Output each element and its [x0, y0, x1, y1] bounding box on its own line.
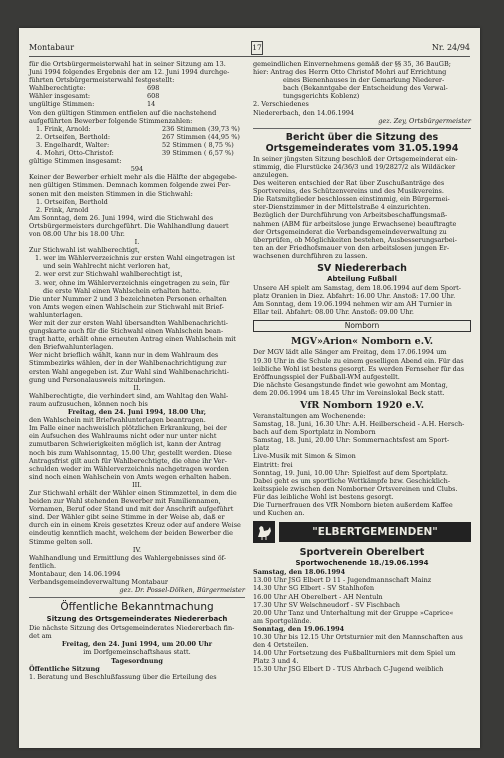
text-line: Veranstaltungen am Wochenende:	[253, 412, 366, 420]
text-line: hier: Antrag des Herrn Otto Christof Mohri auf Errichtung	[253, 68, 447, 77]
candidate-votes: 39 Stimmen ( 6,57 %)	[162, 149, 234, 158]
stat-row	[29, 100, 245, 108]
report-title: Ortsgemeinderates vom 31.05.1994	[265, 142, 459, 154]
list-line: 2. wer erst zur Stichwahl wahlberechtigt ist,	[35, 270, 183, 279]
candidate-name: 3. Engelhardt, Walter:	[36, 140, 110, 149]
text-line: Stimmbezirks wählen, der in der Wahlbenachrichtigung zur	[29, 359, 227, 368]
text-line: platz Oranien in Diez. Abfahrt: 16.00 Uhr. Anstoß: 17.00 Uhr.	[253, 292, 456, 301]
schedule-line: 14.30 Uhr SG Elbert - SV Stahlhofen	[253, 584, 375, 593]
text-line: Wer nicht brieflich wählt, kann nur in dem Wahlraum des	[29, 351, 219, 360]
club-subtitle: Abteilung Fußball	[327, 274, 397, 283]
text-line: Zur Stichwahl erhält der Wähler einen Stimmzettel, in dem die	[29, 488, 237, 497]
section-numeral: IV.	[132, 545, 142, 554]
text-line: Antragsfrist gilt auch für Wahlberechtigte, die ohne ihr Ver-	[29, 456, 227, 465]
candidate-name: 1. Frink, Arnold:	[36, 124, 91, 133]
text-line: stimmig, die Flurstücke 24/36/3 und 19/2827/2 als Wildäcker	[253, 162, 456, 171]
list-line: die erste Wahl einen Wahlschein erhalten hatte.	[43, 286, 202, 295]
runoff-candidate: 2. Frink, Arnold	[36, 205, 89, 214]
newspaper-page	[19, 28, 480, 748]
text-line: anzulegen.	[253, 170, 289, 179]
notice-title: Öffentliche Bekanntmachung	[60, 601, 214, 614]
deadline: Freitag, den 24. Juni 1994, 18.00 Uhr,	[67, 408, 207, 417]
text-line: tungsgerichts Koblenz)	[283, 92, 360, 101]
text-line: eines Bienenhauses in der Gemarkung Niederer-	[283, 76, 445, 85]
text-line: Ellar teil. Abfahrt: 08.00 Uhr. Anstoß: 09.00 Uhr.	[253, 308, 414, 317]
club-title: SV Niedererbach	[317, 262, 407, 274]
text-line: Stimme gelten soll.	[29, 537, 93, 546]
stat-label: Wahlberechtigte:	[29, 84, 86, 93]
schedule-line: 15.30 Uhr JSG Elbert D - TUS Ahrbach C-Jugend weiblich	[253, 665, 444, 674]
rooster-icon	[253, 521, 275, 543]
section-numeral: II.	[133, 383, 141, 392]
header-town: Montabaur	[29, 43, 75, 52]
agenda-heading: Tagesordnung	[111, 656, 163, 665]
text-line: von Amts wegen einen Wahlschein zur Stichwahl mit Brief-	[29, 302, 224, 311]
text-line: führten Ortsbürgermeisterwahl festgestellt:	[29, 76, 175, 85]
meeting-date: Freitag, den 24. Juni 1994, um 20.00 Uhr	[61, 640, 213, 649]
text-line: gültige Stimmen insgesamt:	[29, 157, 122, 166]
text-line: beiden zur Wahl stehenden Bewerber mit Familiennamen,	[29, 497, 221, 506]
valid-votes-total: 594	[130, 165, 144, 174]
stat-value: 608	[147, 92, 160, 101]
text-line: Eröffnungsspiel der Fußball-WM aufgestellt.	[253, 372, 400, 381]
schedule-line: 10.30 Uhr bis 12.15 Uhr Ortsturnier mit den Mannschaften aus	[253, 632, 463, 641]
text-line: noch bis zum Wahlsonntag, 15.00 Uhr, gestellt werden. Diese	[29, 448, 232, 457]
text-line: durch ein in einem Kreis gesetztes Kreuz oder auf andere Weise	[29, 521, 241, 530]
schedule-line: 20.00 Uhr Tanz und Unterhaltung mit der Gruppe »Caprice«	[253, 608, 454, 617]
text-line: Für das leibliche Wohl ist bestens gesorgt.	[253, 492, 394, 501]
text-line: ster-Dienstzimmer in der Mittelstraße 4 einzurichten.	[253, 203, 431, 212]
text-line: der Ortsgemeinderat die Verbandsgemeindeverwaltung zu	[253, 227, 447, 236]
text-line: schulden weder im Wählerverzeichnis nachgetragen worden	[29, 464, 229, 473]
schedule-line: 17.30 Uhr SV Welschneudorf - SV Fischbach	[253, 600, 400, 609]
stat-row	[29, 92, 245, 100]
meeting-place: im Dorfgemeinschaftshaus statt.	[83, 648, 191, 657]
text-line: Die nächste Gesangstunde findet wie gewohnt am Montag,	[253, 380, 448, 389]
candidate-row	[29, 133, 245, 141]
text-line: Die unter Nummer 2 und 3 bezeichneten Personen erhalten	[29, 294, 227, 303]
text-line: Von den gültigen Stimmen entfielen auf die nachstehend	[29, 108, 217, 117]
text-line: Sonntag, 19. Juni, 10.00 Uhr: Spielfest auf dem Sportplatz.	[253, 468, 448, 477]
text-line: sonen mit den meisten Stimmen in die Stichwahl:	[29, 189, 193, 198]
text-line: Sportvereins, des Schützenvereins und des Musikvereins.	[253, 187, 444, 196]
page-number: 17	[251, 41, 263, 55]
runoff-candidate: 1. Ortseifen, Berthold	[36, 197, 108, 206]
text-line: zumutbaren Schwierigkeiten möglich ist, kann der Antrag	[29, 440, 222, 449]
text-line: tragt hatte, erhält ohne erneuten Antrag einen Wahlschein mit	[29, 335, 236, 344]
text-line: Ortsbürgermeisters durchgeführt. Die Wahlhandlung dauert	[29, 221, 229, 230]
text-line: fentlich.	[29, 561, 57, 570]
candidate-row	[29, 141, 245, 149]
club-title: VfR Nomborn 1920 e.V.	[299, 400, 425, 411]
text-line: Wer mit der zur ersten Wahl übersandten Wahlbenachrichti-	[29, 319, 229, 327]
divider	[29, 597, 245, 598]
signature: gez. Zey, Ortsbürgermeister	[378, 116, 471, 125]
text-line: wachsenen durchführen zu lassen.	[253, 251, 368, 260]
candidate-votes: 236 Stimmen (39,73 %)	[162, 124, 240, 133]
report-title: Bericht über die Sitzung des	[285, 131, 439, 143]
text-line: gungskarte auch für die Stichwahl einen Wahlschein bean-	[29, 327, 224, 336]
divider	[253, 128, 471, 129]
list-line: 1. wer im Wählerverzeichnis zur ersten Wahl eingetragen ist	[35, 254, 235, 263]
text-line: bach (Bekanntgabe der Entscheidung des Verwal-	[283, 84, 448, 93]
text-line: Verbandsgemeindeverwaltung Montabaur	[29, 578, 168, 586]
schedule-line: 16.00 Uhr AH Oberelbert - AH Nentuln	[253, 592, 383, 601]
elbertgemeinden-banner	[253, 521, 471, 543]
text-line: eindeutig kenntlich macht, welchem der beiden Bewerber die	[29, 529, 233, 538]
text-line: Am Sonntag, dem 26. Juni 1994, wird die Stichwahl des	[29, 213, 214, 222]
schedule-line: den 4 Ortsteilen.	[253, 641, 309, 650]
schedule-line: 13.00 Uhr JSG Elbert D 11 - Jugendmannschaft Mainz	[253, 576, 432, 585]
text-line: Juni 1994 folgendes Ergebnis der am 12. Juni 1994 durchge-	[29, 68, 230, 77]
text-line: det am	[29, 632, 52, 641]
candidate-row	[29, 125, 245, 133]
schedule-line: 14.00 Uhr Fortsetzung des Fußballturniers mit dem Spiel um	[253, 649, 456, 658]
text-line: sind. Der Wähler gibt seine Stimme in der Weise ab, daß er	[29, 513, 225, 522]
notice-subtitle: Sitzung des Ortsgemeinderates Niedererbach	[46, 615, 228, 624]
text-line: Des weiteren entschied der Rat über Zuschußanträge des	[253, 179, 445, 188]
schedule-line: Platz 3 und 4.	[253, 657, 299, 666]
page-header	[29, 42, 470, 57]
signature: gez. Dr. Possel-Dölken, Bürgermeister	[119, 586, 245, 595]
club-title: MGV»Arion« Nomborn e.V.	[290, 336, 434, 348]
text-line: Live-Musik mit Simon & Simon	[253, 452, 356, 461]
text-line: 1. Beratung und Beschlußfassung über die Erteilung des	[29, 672, 217, 681]
schedule-line: am Sportgelände.	[253, 616, 312, 625]
banner-title: "ELBERTGEMEINDEN"	[279, 522, 471, 542]
candidate-row	[29, 149, 245, 157]
issue-number: Nr. 24/94	[431, 43, 470, 52]
text-line: überprüfen, ob Möglichkeiten bestehen, Ausbesserungsarbei-	[253, 235, 457, 244]
text-line: gemeindlichen Einvernehmens gemäß der §§ 35, 36 BauGB;	[253, 60, 451, 68]
club-title: Sportverein Oberelbert	[299, 547, 425, 559]
text-line: Der MGV lädt alle Sänger am Freitag, dem 17.06.1994 um	[253, 348, 447, 357]
text-line: und Kuchen an.	[253, 509, 305, 518]
text-line: Wahlhandlung und Ermittlung des Wahlergebnisses sind öf-	[29, 553, 227, 562]
text-line: dem 20.06.1994 um 18.45 Uhr im Vereinslokal Beck statt.	[253, 388, 445, 397]
text-line: für die Ortsbürgermeisterwahl hat in seiner Sitzung am 13.	[29, 60, 226, 68]
text-line: Im Falle einer nachweislich plötzlichen Erkrankung, bei der	[29, 424, 227, 433]
text-line: Samstag, 18. Juni, 16.30 Uhr: A.H. Heilberscheid - A.H. Hersch-	[253, 420, 465, 429]
text-line: platz	[253, 444, 270, 453]
text-line: In seiner jüngsten Sitzung beschloß der Ortsgemeinderat ein-	[253, 154, 458, 163]
stat-row	[29, 84, 245, 92]
list-line: 3. wer, ohne im Wählerverzeichnis eingetragen zu sein, für	[35, 278, 230, 287]
candidate-name: 4. Mohri, Otto-Christof:	[36, 149, 114, 158]
section-box-nomborn: Nomborn	[253, 320, 471, 332]
text-line: 2. Verschiedenes	[253, 100, 309, 109]
text-line: Unsere AH spielt am Samstag, dem 18.06.1994 auf dem Sport-	[253, 283, 461, 292]
text-line: Die nächste Sitzung des Ortsgemeinderates Niedererbach fin-	[29, 624, 235, 633]
text-line: Vornamen, Beruf oder Stand und mit der Anschrift aufgeführt	[29, 505, 234, 514]
candidate-name: 2. Ortseifen, Berthold:	[36, 132, 111, 141]
section-numeral: III.	[132, 480, 142, 489]
text-line: leibliche Wohl ist bestens gesorgt. Es werden Fernseher für das	[253, 364, 465, 373]
text-line: 19.30 Uhr in die Schule zu einem geselligen Abend ein. Für das	[253, 356, 464, 365]
day-heading: Samstag, den 18.06.1994	[253, 568, 346, 577]
text-line: raum aufzusuchen, können noch bis	[29, 399, 148, 408]
text-line: den Wahlschein mit Briefwahlunterlagen beantragen.	[29, 416, 206, 425]
text-line: Die Turnerfrauen des VfR Nomborn bieten außerdem Kaffee	[253, 501, 453, 510]
text-line: Keiner der Bewerber erhielt mehr als die Hälfte der abgegebe-	[29, 173, 238, 182]
candidate-votes: 52 Stimmen ( 8,75 %)	[162, 140, 234, 149]
stat-value: 14	[147, 100, 156, 109]
text-line: bach auf dem Sportplatz in Nomborn	[253, 428, 376, 437]
left-column	[29, 60, 245, 681]
text-line: gung und Personalausweis mitzubringen.	[29, 375, 166, 384]
text-line: Niedererbach, den 14.06.1994	[253, 108, 355, 117]
right-column	[253, 60, 471, 673]
text-line: Bezüglich der Durchführung von Arbeitsbeschaffungsmaß-	[253, 211, 448, 220]
text-line: nahmen (ABM für arbeitslose junge Erwachsene) beauftragte	[253, 219, 457, 228]
text-line: sind noch einen Wahlschein von Amts wegen erhalten haben.	[29, 472, 232, 481]
text-line: Samstag, 18. Juni, 20.00 Uhr: Sommernachtsfest am Sport-	[253, 436, 450, 445]
text-line: Wahlberechtigte, die verhindert sind, am Wahltag den Wahl-	[29, 391, 229, 400]
text-line: Die Ratsmitglieder beschlossen einstimmig, ein Bürgermei-	[253, 195, 450, 204]
text-line: ten an der Friedhofsmauer von den arbeitslosen jungen Er-	[253, 243, 450, 252]
text-line: Eintritt: frei	[253, 460, 293, 469]
day-heading: Sonntag, den 19.06.1994	[253, 624, 345, 633]
text-line: wahlunterlagen.	[29, 310, 83, 319]
text-line: Montabaur, den 14.06.1994	[29, 569, 121, 578]
text-line: den Briefwahlunterlagen.	[29, 343, 114, 352]
stat-value: 698	[147, 84, 160, 93]
text-line: von 08.00 Uhr bis 18.00 Uhr.	[29, 229, 125, 238]
text-line: Am Sonntag, dem 19.06.1994 nehmen wir am AH Turnier in	[253, 300, 452, 309]
text-line: Zur Stichwahl ist wahlberechtigt,	[29, 246, 140, 255]
section-numeral: I.	[134, 238, 140, 247]
text-line: ersten Wahl angegeben ist. Zur Wahl sind Wahlbenachrichti-	[29, 367, 229, 376]
stat-label: ungültige Stimmen:	[29, 100, 95, 109]
stat-label: Wähler insgesamt:	[29, 92, 91, 101]
text-line: Dabei geht es um sportliche Wettkämpfe bzw. Geschicklich-	[253, 476, 451, 485]
candidate-votes: 267 Stimmen (44,95 %)	[162, 132, 240, 141]
text-line: nen gültigen Stimmen. Demnach kommen folgende zwei Per-	[29, 181, 231, 190]
list-line: und sein Wahlrecht nicht verloren hat,	[43, 262, 171, 271]
text-line: aufgeführten Bewerber folgende Stimmenzahlen:	[29, 116, 193, 125]
text-line: ein Aufsuchen des Wahlraums nicht oder nur unter nicht	[29, 432, 217, 441]
public-session-heading: Öffentliche Sitzung	[29, 664, 100, 673]
text-line: keitsspiele zwischen den Nomborner Ortsvereinen und Clubs.	[253, 484, 458, 493]
club-subtitle: Sportwochenende 18./19.06.1994	[295, 559, 429, 568]
